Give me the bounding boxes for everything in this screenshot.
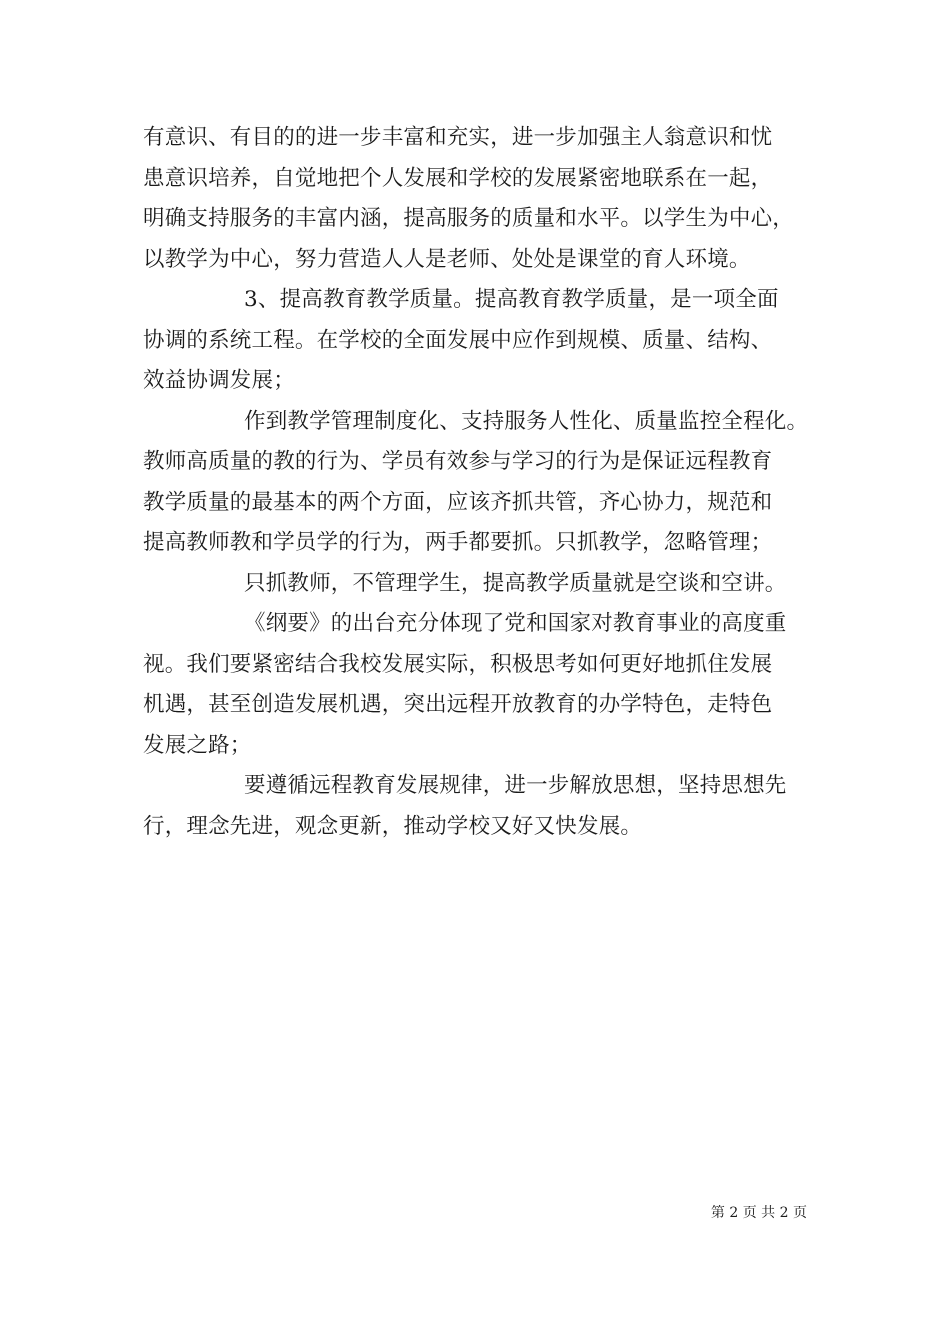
text-line: 明确支持服务的丰富内涵，提高服务的质量和水平。以学生为中心， <box>143 206 795 231</box>
text-line: 协调的系统工程。在学校的全面发展中应作到规模、质量、结构、 <box>143 327 773 353</box>
text-line: 以教学为中心，努力营造人人是老师、处处是课堂的育人环境。 <box>143 246 751 272</box>
page-number-footer: 第 2 页 共 2 页 <box>710 1205 807 1221</box>
document-body <box>143 118 823 847</box>
text-line: 行，理念先进，观念更新，推动学校又好又快发展。 <box>143 813 643 839</box>
paragraph-start-line: 3、提高教育教学质量。提高教育教学质量，是一项全面 <box>244 287 779 312</box>
text-line: 视。我们要紧密结合我校发展实际，积极思考如何更好地抓住发展 <box>143 651 773 677</box>
text-line: 提高教师教和学员学的行为，两手都要抓。只抓教学，忽略管理； <box>143 530 773 555</box>
text-line: 教学质量的最基本的两个方面，应该齐抓共管，齐心协力，规范和 <box>143 489 773 515</box>
paragraph-start-line: 只抓教师，不管理学生，提高教学质量就是空谈和空讲。 <box>244 570 787 596</box>
paragraph-start-line: 作到教学管理制度化、支持服务人性化、质量监控全程化。 <box>244 408 809 434</box>
text-line: 效益协调发展； <box>143 368 295 393</box>
text-line: 教师高质量的教的行为、学员有效参与学习的行为是保证远程教育 <box>143 449 773 474</box>
text-line: 机遇，甚至创造发展机遇，突出远程开放教育的办学特色，走特色 <box>143 692 773 717</box>
paragraph-start-line: 要遵循远程教育发展规律，进一步解放思想，坚持思想先 <box>244 773 787 798</box>
text-line: 患意识培养，自觉地把个人发展和学校的发展紧密地联系在一起， <box>143 165 773 191</box>
text-line: 发展之路； <box>143 732 252 758</box>
text-line: 有意识、有目的的进一步丰富和充实，进一步加强主人翁意识和忧 <box>143 125 773 150</box>
paragraph-start-line: 《纲要》的出台充分体现了党和国家对教育事业的高度重 <box>244 611 787 636</box>
